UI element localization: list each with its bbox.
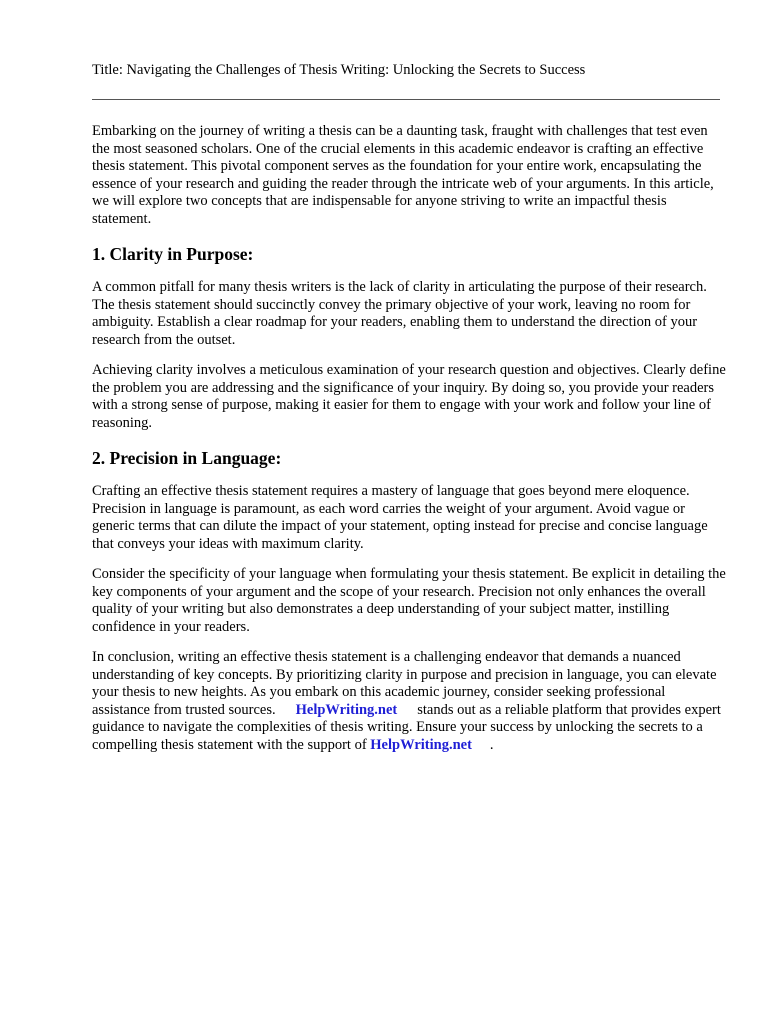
helpwriting-link-inline[interactable]: HelpWriting.net: [295, 701, 398, 718]
conclusion-paragraph: [92, 649, 726, 754]
document-body: [92, 123, 726, 754]
conclusion-text-2: stands out as a reliable platform that provides expert guidance to navigate the complexities of thesis writing. Ensure your success by unlocking the secrets to a compelling thesis statement with the support of: [92, 701, 721, 753]
conclusion-text-1: In conclusion, writing an effective thesis statement is a challenging endeavor that demands a nuanced understanding of key concepts. By prioritizing clarity in purpose and precision in language, you can elevate your thesis to new heights. As you embark on this academic journey, consider seeking professional assistance from trusted sources.: [92, 649, 717, 718]
section-heading-precision: 2. Precision in Language:: [92, 448, 282, 468]
document-title: Title: Navigating the Challenges of Thesis Writing: Unlocking the Secrets to Success: [92, 62, 586, 78]
conclusion-period: .: [489, 736, 494, 753]
clarity-paragraph-1: A common pitfall for many thesis writers is the lack of clarity in articulating the purpose of their research. The thesis statement should succinctly convey the primary objective of your work, leaving no room for ambiguity. Establish a clear roadmap for your readers, enabling them to understand the direction of your research from the outset.: [92, 279, 707, 348]
section-heading-clarity: 1. Clarity in Purpose:: [92, 244, 254, 264]
precision-paragraph-1: Crafting an effective thesis statement requires a mastery of language that goes beyond mere eloquence. Precision in language is paramount, as each word carries the weight of your argument. Avoid vague or generic terms that can dilute the impact of your statement, opting instead for precise and concise language that conveys your ideas with maximum clarity.: [92, 483, 708, 552]
clarity-paragraph-2: Achieving clarity involves a meticulous examination of your research question and objectives. Clearly define the problem you are addressing and the significance of your inquiry. By doing so, you provide your readers with a strong sense of purpose, making it easier for them to engage with your work and follow your line of reasoning.: [92, 362, 726, 431]
title-divider: [92, 99, 720, 100]
precision-paragraph-2: Consider the specificity of your language when formulating your thesis statement. Be explicit in detailing the key components of your argument and the scope of your research. Precision not only enhances the overall quality of your writing but also demonstrates a deep understanding of your subject matter, instilling confidence in your readers.: [92, 566, 726, 635]
helpwriting-link-end[interactable]: HelpWriting.net: [370, 736, 472, 753]
intro-paragraph: Embarking on the journey of writing a thesis can be a daunting task, fraught with challenges that test even the most seasoned scholars. One of the crucial elements in this academic endeavor is crafting an effective thesis statement. This pivotal component serves as the foundation for your entire work, encapsulating the essence of your research and guiding the reader through the intricate web of your arguments. In this article, we will explore two concepts that are indispensable for anyone striving to write an impactful thesis statement.: [92, 123, 714, 227]
